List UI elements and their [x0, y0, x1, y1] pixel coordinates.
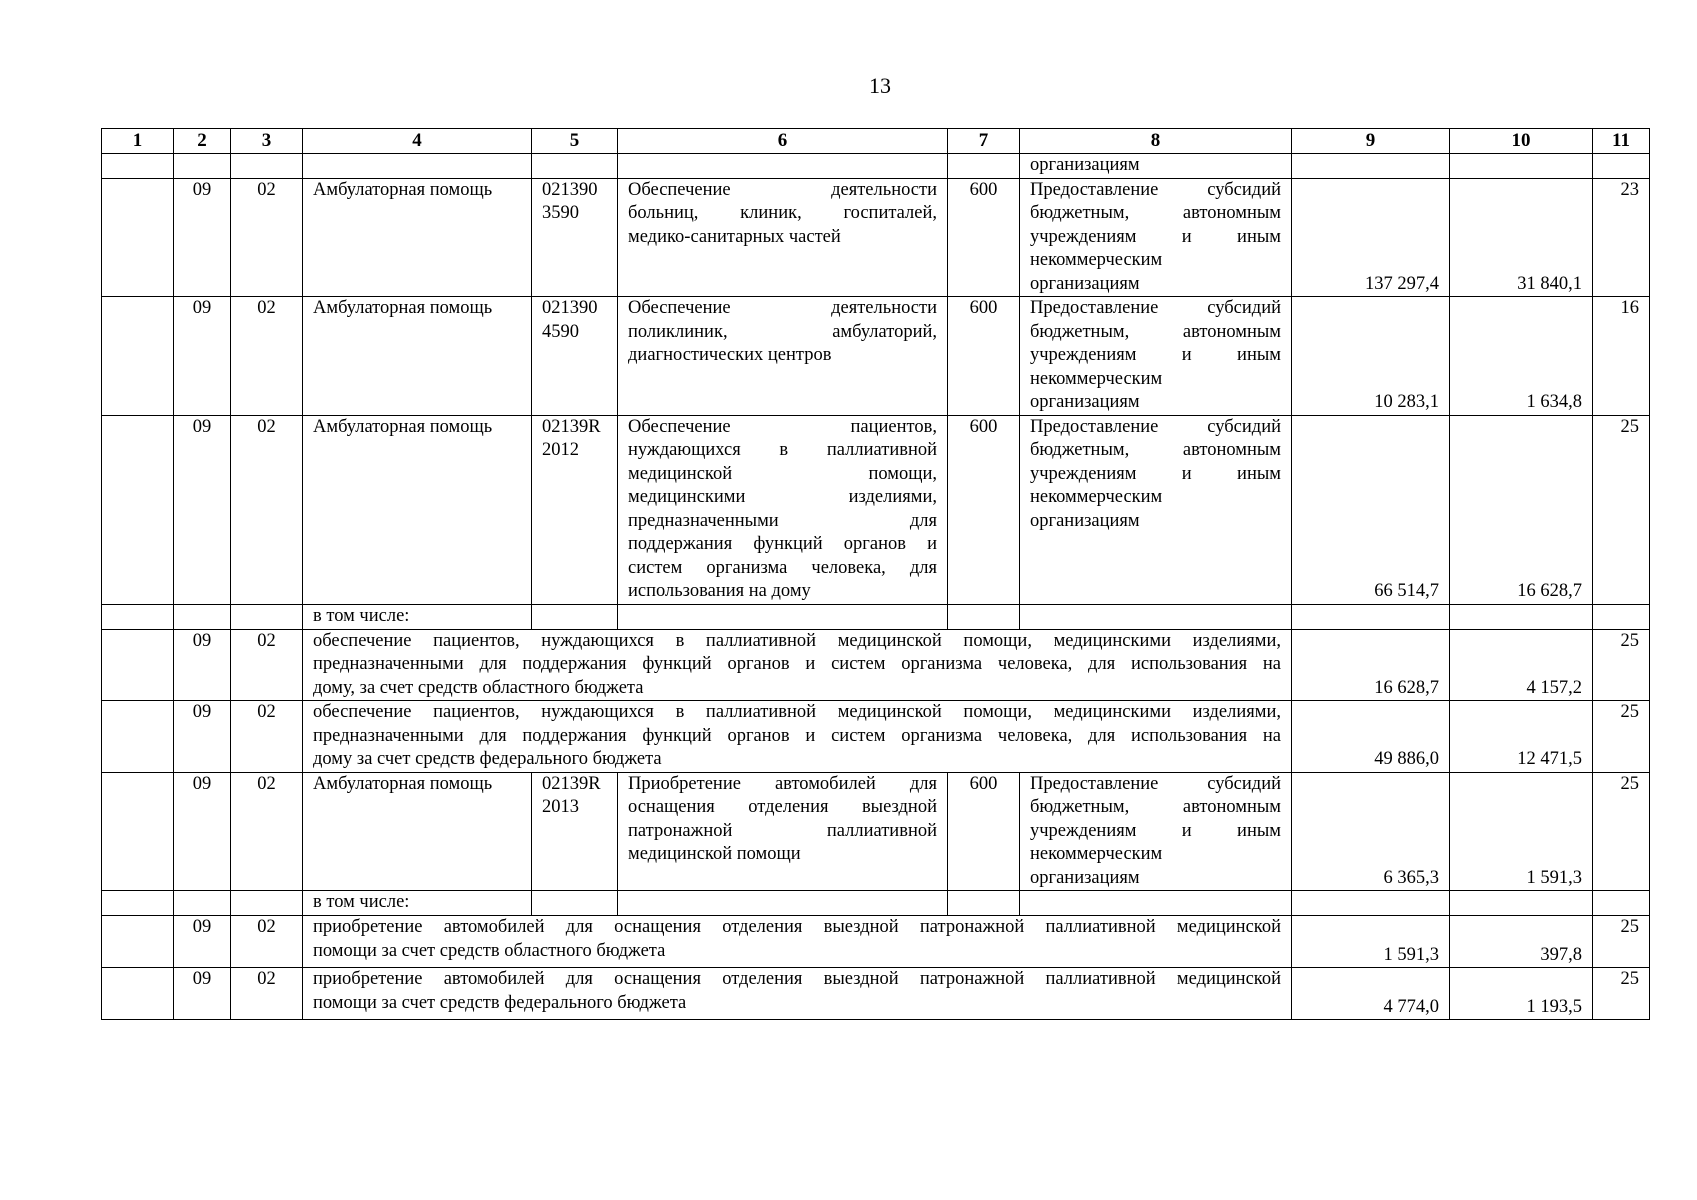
cell-amount-period: 1 193,5 [1450, 968, 1593, 1020]
cell-subsection: 02 [231, 916, 303, 968]
cell-amount-period: 1 591,3 [1450, 772, 1593, 891]
including-label: в том числе: [303, 891, 532, 916]
cell-percent: 25 [1593, 916, 1650, 968]
cell-amount-total: 137 297,4 [1292, 178, 1450, 297]
cell-amount-period: 16 628,7 [1450, 415, 1593, 604]
cell-recipient: Предоставление субсидий бюджетным, автономным учреждениям и иным некоммерческим организациям [1020, 178, 1292, 297]
cell-section: 09 [174, 178, 231, 297]
cell-section: 09 [174, 916, 231, 968]
header-cell: 7 [948, 129, 1020, 154]
cell-amount-total: 16 628,7 [1292, 629, 1450, 701]
cell-subsection: 02 [231, 968, 303, 1020]
table-row [102, 297, 1650, 416]
cell-percent: 16 [1593, 297, 1650, 416]
cell-description: Приобретение автомобилей для оснащения отделения выездной патронажной паллиативной медицинской помощи [618, 772, 948, 891]
cell-section: 09 [174, 415, 231, 604]
cell-amount-period: 31 840,1 [1450, 178, 1593, 297]
cell-amount-period: 4 157,2 [1450, 629, 1593, 701]
table-row [102, 178, 1650, 297]
table-row [102, 701, 1650, 773]
cell-amount-total: 49 886,0 [1292, 701, 1450, 773]
table-row [102, 891, 1650, 916]
header-row [102, 129, 1650, 154]
cell-amount-total: 10 283,1 [1292, 297, 1450, 416]
cell-subsection: 02 [231, 772, 303, 891]
cell-subsection: 02 [231, 178, 303, 297]
header-cell: 10 [1450, 129, 1593, 154]
header-cell: 4 [303, 129, 532, 154]
cell-amount-total: 6 365,3 [1292, 772, 1450, 891]
header-cell: 5 [532, 129, 618, 154]
cell-amount-period: 397,8 [1450, 916, 1593, 968]
header-cell: 1 [102, 129, 174, 154]
cell-name: Амбулаторная помощь [303, 415, 532, 604]
cell-section: 09 [174, 772, 231, 891]
cell-amount-total: 66 514,7 [1292, 415, 1450, 604]
cell-subsection: 02 [231, 701, 303, 773]
cell-sub-description: приобретение автомобилей для оснащения отделения выездной патронажной паллиативной медицинской помощи за счет средств федерального бюджета [303, 968, 1292, 1020]
cell-section: 09 [174, 297, 231, 416]
table-row [102, 415, 1650, 604]
cell-recipient: организациям [1020, 154, 1292, 179]
cell-sub-description: обеспечение пациентов, нуждающихся в паллиативной медицинской помощи, медицинскими изделиями, предназначенными для поддержания функций органов и систем организма человека, для использования на дому за счет средств федерального бюджета [303, 701, 1292, 773]
cell-subsection: 02 [231, 297, 303, 416]
table-row [102, 629, 1650, 701]
cell-amount-total: 1 591,3 [1292, 916, 1450, 968]
cell-expense-type: 600 [948, 772, 1020, 891]
budget-table [101, 128, 1650, 1020]
including-label: в том числе: [303, 604, 532, 629]
cell-percent: 25 [1593, 415, 1650, 604]
header-cell: 11 [1593, 129, 1650, 154]
cell-description: Обеспечение деятельности больниц, клиник, госпиталей, медико-санитарных частей [618, 178, 948, 297]
cell-description: Обеспечение деятельности поликлиник, амбулаторий, диагностических центров [618, 297, 948, 416]
cell-recipient: Предоставление субсидий бюджетным, автономным учреждениям и иным некоммерческим организациям [1020, 297, 1292, 416]
cell-name: Амбулаторная помощь [303, 772, 532, 891]
cell-section: 09 [174, 701, 231, 773]
cell-recipient: Предоставление субсидий бюджетным, автономным учреждениям и иным некоммерческим организациям [1020, 772, 1292, 891]
table-row [102, 916, 1650, 968]
cell-description: Обеспечение пациентов, нуждающихся в паллиативной медицинской помощи, медицинскими изделиями, предназначенными для поддержания функций органов и систем организма человека, для использования на дому [618, 415, 948, 604]
cell-recipient: Предоставление субсидий бюджетным, автономным учреждениям и иным некоммерческим организациям [1020, 415, 1292, 604]
cell-percent: 25 [1593, 629, 1650, 701]
page-number: 13 [869, 73, 891, 98]
cell-amount-period: 1 634,8 [1450, 297, 1593, 416]
header-cell: 9 [1292, 129, 1450, 154]
cell-section: 09 [174, 968, 231, 1020]
cell-percent: 25 [1593, 701, 1650, 773]
cell-subsection: 02 [231, 415, 303, 604]
cell-expense-type: 600 [948, 297, 1020, 416]
cell-subsection: 02 [231, 629, 303, 701]
cell-section: 09 [174, 629, 231, 701]
cell-code: 02139R 2013 [532, 772, 618, 891]
cell-amount-period: 12 471,5 [1450, 701, 1593, 773]
cell-sub-description: приобретение автомобилей для оснащения отделения выездной патронажной паллиативной медицинской помощи за счет средств областного бюджета [303, 916, 1292, 968]
table-row [102, 968, 1650, 1020]
cell-sub-description: обеспечение пациентов, нуждающихся в паллиативной медицинской помощи, медицинскими изделиями, предназначенными для поддержания функций органов и систем организма человека, для использования на дому, за счет средств областного бюджета [303, 629, 1292, 701]
table-row [102, 154, 1650, 179]
cell-name: Амбулаторная помощь [303, 178, 532, 297]
header-cell: 2 [174, 129, 231, 154]
table-row [102, 772, 1650, 891]
header-cell: 3 [231, 129, 303, 154]
header-cell: 6 [618, 129, 948, 154]
cell-expense-type: 600 [948, 178, 1020, 297]
cell-code: 021390 4590 [532, 297, 618, 416]
table-row [102, 604, 1650, 629]
cell-code: 02139R 2012 [532, 415, 618, 604]
cell-amount-total: 4 774,0 [1292, 968, 1450, 1020]
cell-name: Амбулаторная помощь [303, 297, 532, 416]
cell-percent: 25 [1593, 772, 1650, 891]
cell-expense-type: 600 [948, 415, 1020, 604]
header-cell: 8 [1020, 129, 1292, 154]
cell-percent: 23 [1593, 178, 1650, 297]
cell-code: 021390 3590 [532, 178, 618, 297]
cell-percent: 25 [1593, 968, 1650, 1020]
